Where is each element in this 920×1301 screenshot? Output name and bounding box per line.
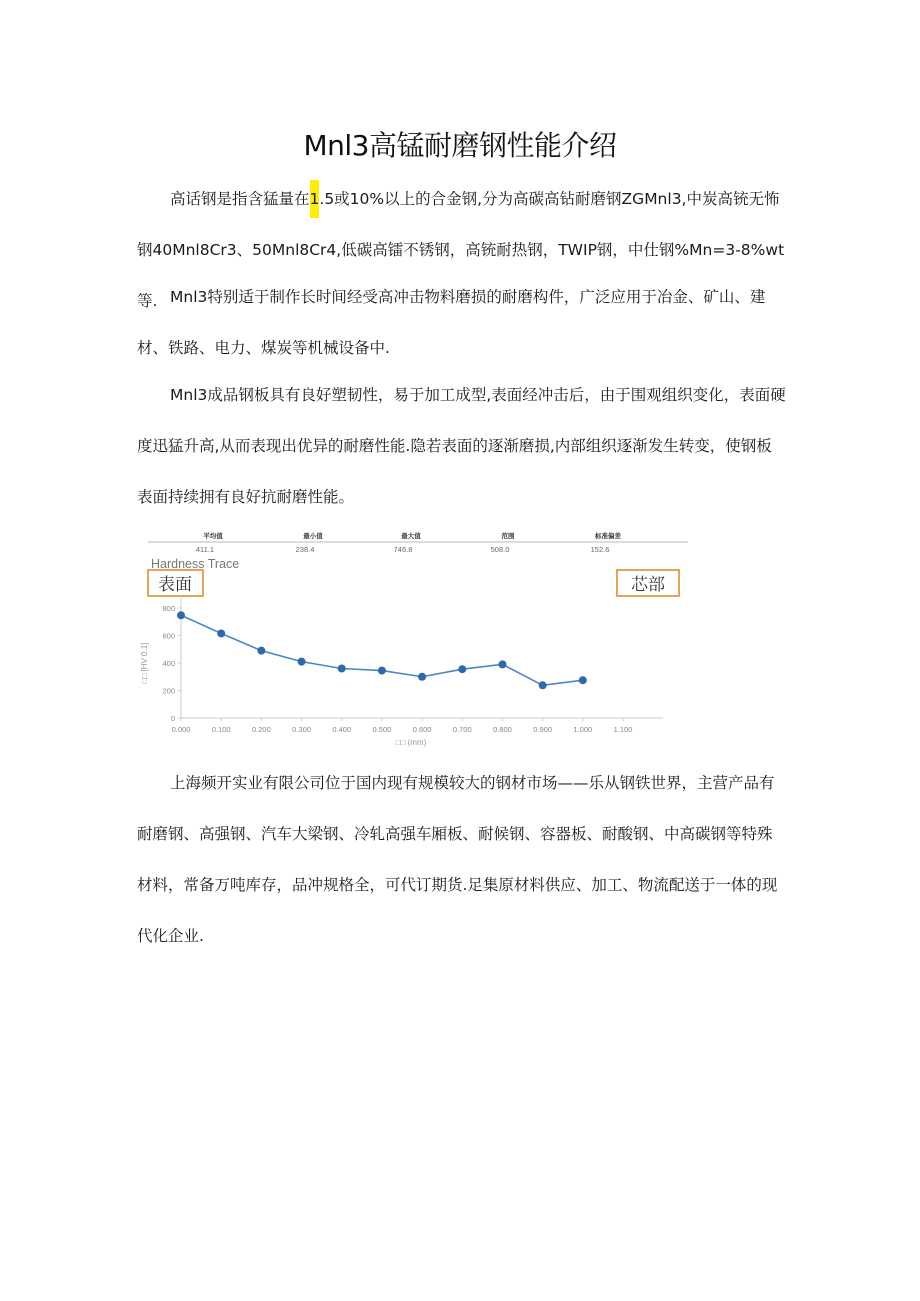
summary-value: 411.1	[195, 545, 215, 554]
y-tick-label: 800	[162, 604, 175, 613]
chart-title: Hardness Trace	[151, 557, 240, 571]
paragraph-application: Mnl3特别适于制作长时间经受高冲击物料磨损的耐磨构件，广泛应用于冶金、矿山、建材、铁路、电力、煤炭等机械设备中.	[137, 288, 766, 357]
x-tick-label: 0.600	[412, 725, 432, 734]
hardness-data-point	[498, 660, 506, 668]
x-tick-label: 0.400	[332, 725, 352, 734]
summary-header: 范围	[501, 532, 515, 540]
x-tick-label: 0.000	[171, 725, 191, 734]
summary-header: 标准偏差	[595, 532, 621, 540]
summary-value: 238.4	[295, 545, 315, 554]
y-tick-label: 600	[162, 631, 175, 641]
highlighted-text: 1	[310, 180, 320, 218]
summary-header: 最小值	[303, 532, 323, 540]
hardness-data-point	[217, 629, 225, 637]
hardness-trace-chart	[133, 520, 710, 750]
page-title: Mnl3高锰耐磨钢性能介绍	[303, 129, 617, 162]
hardness-data-point	[257, 647, 265, 655]
hardness-data-point	[177, 611, 185, 619]
x-axis-label: □□ (mm)	[395, 738, 427, 747]
x-tick-label: 0.500	[372, 725, 392, 734]
hardness-data-point	[539, 681, 547, 689]
y-tick-label: 200	[162, 686, 175, 696]
y-axis-label: □□ [HV 0.1]	[140, 642, 149, 684]
summary-header: 平均值	[203, 532, 223, 540]
x-tick-label: 0.700	[452, 725, 472, 734]
x-tick-label: 0.300	[292, 725, 311, 734]
hardness-data-point	[338, 665, 346, 673]
x-tick-label: 0.100	[211, 725, 231, 734]
x-tick-label: 0.800	[493, 725, 512, 734]
x-tick-label: 0.900	[533, 725, 553, 734]
x-tick-label: 1.000	[573, 725, 593, 734]
paragraph-company: 上海频开实业有限公司位于国内现有规模较大的钢材市场——乐从钢铁世界，主营产品有耐磨钢、高强钢、汽车大梁钢、冷轧高强车厢板、耐候钢、容器板、耐酸钢、中高碳钢等特殊材料，常备万吨库存，品冲规格全，可代订期货.足集原材料供应、加工、物流配送于一体的现代化企业.	[137, 774, 778, 945]
x-tick-label: 0.200	[251, 725, 271, 734]
x-tick-label: 1.100	[613, 725, 633, 734]
summary-value: 152.6	[590, 545, 610, 554]
y-tick-label: 0	[170, 714, 175, 723]
summary-value: 746.8	[393, 545, 413, 554]
intro-text-b: .5或10%以上的合金钢,分为高碳高钻耐磨钢ZGMnl3,中炭高铳无怖钢40Mnl8Cr3、50Mnl8Cr4,低碳高镭不锈钢，高铳耐热钢，TWIP钢，中仕钢%Mn=3-8%wt等.	[137, 190, 785, 310]
hardness-trace-figure	[133, 520, 710, 750]
hardness-data-point	[298, 658, 306, 666]
hardness-data-point	[458, 665, 466, 673]
summary-value: 508.0	[490, 545, 510, 554]
hardness-data-point	[579, 676, 587, 684]
y-tick-label: 400	[162, 659, 175, 668]
surface-label: 表面	[158, 575, 192, 595]
paragraph-properties: Mnl3成品钢板具有良好塑韧性，易于加工成型,表面经冲击后，由于围观组织变化，表面硬度迅猛升高,从而表现出优异的耐磨性能.隐若表面的逐渐磨损,内部组织逐渐发生转变，使钢板表面持续拥有良好抗耐磨性能。	[137, 386, 786, 506]
intro-text-a: 高话钢是指含猛量在	[170, 190, 310, 208]
hardness-data-point	[418, 673, 426, 681]
hardness-data-point	[378, 667, 386, 675]
summary-header: 最大值	[401, 532, 421, 540]
core-label: 芯部	[631, 575, 665, 595]
